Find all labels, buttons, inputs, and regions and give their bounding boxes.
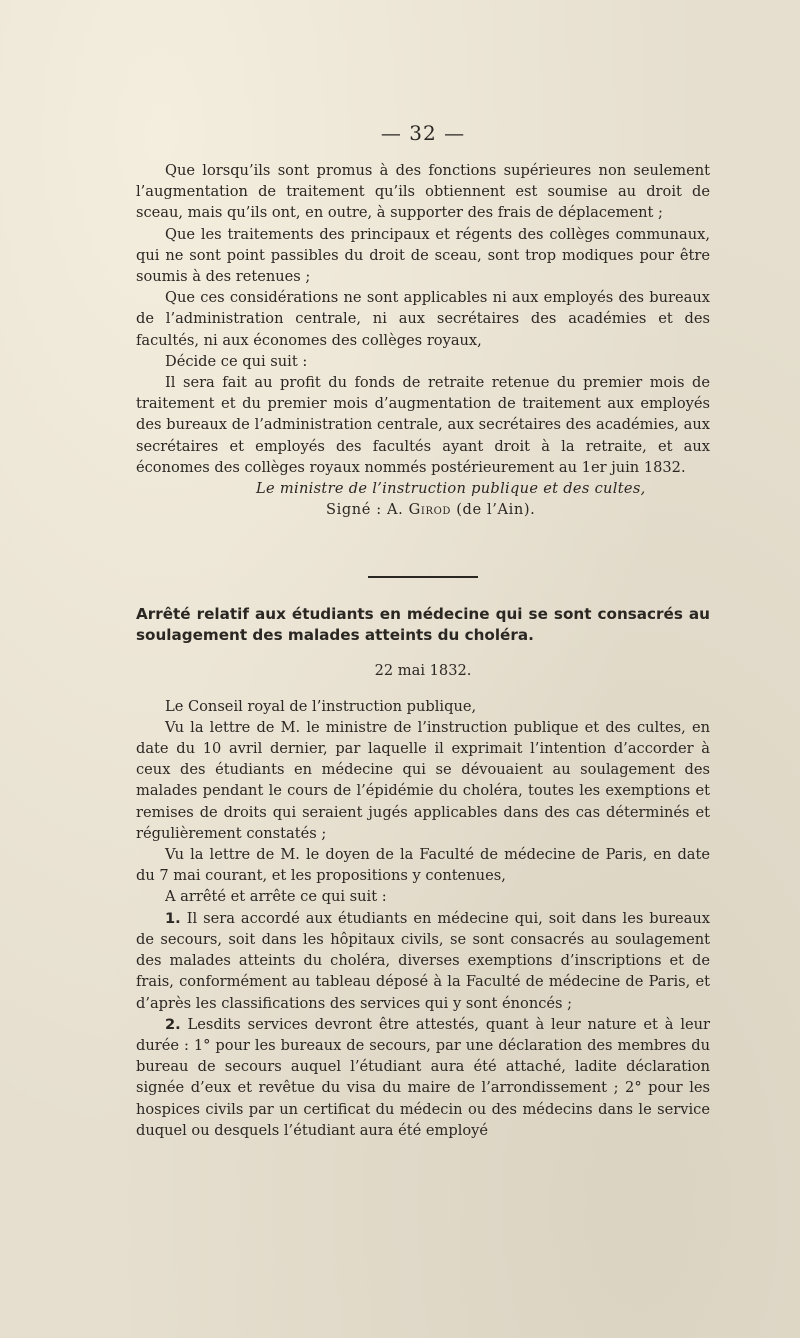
paragraph-decides: Décide ce qui suit : <box>165 352 308 370</box>
article-2-text: Lesdits services devront être attestés, quant à leur nature et à leur durée : 1° pour les bureaux de secours, par une déclaration des membres du bureau de secours auquel l’étudiant aura été attaché, ladite déclaration signée d’eux et revêtue du visa du maire de l’arrondissement ; 2° pour les hospices civils par un certificat du médecin ou des médecins dans le service duquel ou desquels l’étudiant aura été employé <box>136 1015 710 1139</box>
article-1 <box>136 908 710 1014</box>
signature-name: Girod <box>408 501 452 519</box>
signature-suffix: (de l’Ain). <box>451 501 536 519</box>
paragraph-minister-letter: Vu la lettre de M. le ministre de l’instruction publique et des cultes, en date du 10 avril dernier, par laquelle il exprimait l’intention d’accorder à ceux des étudiants en médecine qui se dévouaient au soulagement des malades pendant le cours de l’épidémie du choléra, toutes les exemptions et remises de droits qui seraient jugés applicables dans des cas déterminés et régulièrement constatés ; <box>136 718 710 842</box>
paragraph-considerations: Que ces considérations ne sont applicables ni aux employés des bureaux de l’administration centrale, ni aux secrétaires des académies et des facultés, ni aux économes des collèges royaux, <box>136 289 710 349</box>
paragraph-council: Le Conseil royal de l’instruction publique, <box>165 697 477 715</box>
article-1-text: Il sera accordé aux étudiants en médecine qui, soit dans les bureaux de secours, soit dans les hôpitaux civils, se sont consacrés au soulagement des malades atteints du choléra, diverses exemptions d’inscriptions et de frais, conformément au tableau déposé à la Faculté de médecine de Paris, et d’après les classifications des services qui y sont énoncés ; <box>136 909 710 1012</box>
signature-line <box>136 499 710 520</box>
article-1-number: 1. <box>165 909 181 927</box>
signature-prefix: Signé : A. <box>326 501 409 519</box>
article-2-number: 2. <box>165 1015 181 1033</box>
document-page <box>136 120 710 1141</box>
section-divider <box>368 576 478 578</box>
paragraph-retirement-fund: Il sera fait au profit du fonds de retraite retenue du premier mois de traitement et du premier mois d’augmentation de traitement aux employés des bureaux de l’administration centrale, aux secrétaires des académies, aux secrétaires et employés des facultés ayant droit à la retraite, et aux économes des collèges royaux nommés postérieurement au 1er juin 1832. <box>136 374 710 476</box>
arrete-title: Arrêté relatif aux étudiants en médecine qui se sont consacrés au soulagement des malades atteints du choléra. <box>136 605 710 645</box>
arrete-date: 22 mai 1832. <box>374 662 472 680</box>
paragraph-salary-raise: Que lorsqu’ils sont promus à des fonctions supérieures non seulement l’augmentation de traitement qu’ils obtiennent est soumise au droit de sceau, mais qu’ils ont, en outre, à supporter des frais de déplacement ; <box>136 162 710 222</box>
page-number: — 32 — <box>380 121 466 145</box>
paragraph-decree: A arrêté et arrête ce qui suit : <box>165 888 387 906</box>
paragraph-dean-letter: Vu la lettre de M. le doyen de la Faculté de médecine de Paris, en date du 7 mai courant, et les propositions y contenues, <box>136 846 710 885</box>
paragraph-college-salaries: Que les traitements des principaux et régents des collèges communaux, qui ne sont point passibles du droit de sceau, sont trop modiques pour être soumis à des retenues ; <box>136 225 710 286</box>
article-2 <box>136 1014 710 1141</box>
minister-title: Le ministre de l’instruction publique et des cultes, <box>256 480 646 498</box>
